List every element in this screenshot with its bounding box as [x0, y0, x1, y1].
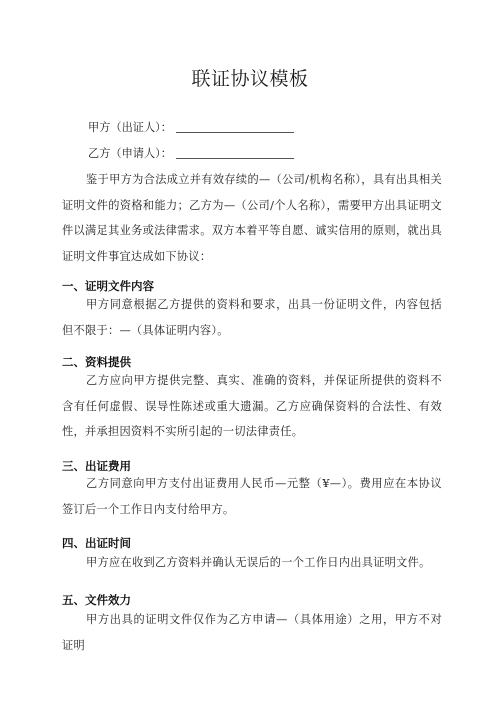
party-b-label: 乙方（申请人）：: [88, 147, 172, 160]
section-body-content: 甲方同意根据乙方提供的资料和要求，出具一份证明文件，内容包括但不限于：—（具体证明内容）。: [62, 298, 442, 337]
party-b-row: [88, 147, 294, 161]
section-heading-materials: 二、资料提供: [62, 355, 131, 369]
party-a-label: 甲方（出证人）：: [88, 121, 172, 134]
party-b-blank-line: [176, 147, 294, 159]
section-heading-timing: 四、出证时间: [62, 536, 131, 550]
section-heading-content: 一、证明文件内容: [62, 279, 154, 293]
section-body-validity: 甲方出具的证明文件仅作为乙方申请—（具体用途）之用，甲方不对证明: [62, 613, 442, 652]
document-title: 联证协议模板: [191, 68, 309, 90]
party-a-row: [88, 121, 294, 135]
section-heading-validity: 五、文件效力: [62, 593, 131, 607]
intro-paragraph: 鉴于甲方为合法成立并有效存续的—（公司/机构名称），具有出具相关证明文件的资格和能力；乙方为—（公司/个人名称），需要甲方出具证明文件以满足其业务或法律需求。双方本着平等自愿、诚实信用的原则，就出具证明文件事宜达成如下协议：: [62, 173, 442, 264]
section-heading-fees: 三、出证费用: [62, 459, 131, 473]
party-a-blank-line: [176, 121, 294, 133]
section-body-fees: 乙方同意向甲方支付出证费用人民币—元整（¥—）。费用应在本协议签订后一个工作日内支付给甲方。: [62, 477, 442, 516]
section-body-materials: 乙方应向甲方提供完整、真实、准确的资料，并保证所提供的资料不含有任何虚假、误导性陈述或重大遗漏。乙方应确保资料的合法性、有效性，并承担因资料不实所引起的一切法律责任。: [62, 374, 442, 439]
section-body-timing: 甲方应在收到乙方资料并确认无误后的一个工作日内出具证明文件。: [86, 556, 431, 569]
